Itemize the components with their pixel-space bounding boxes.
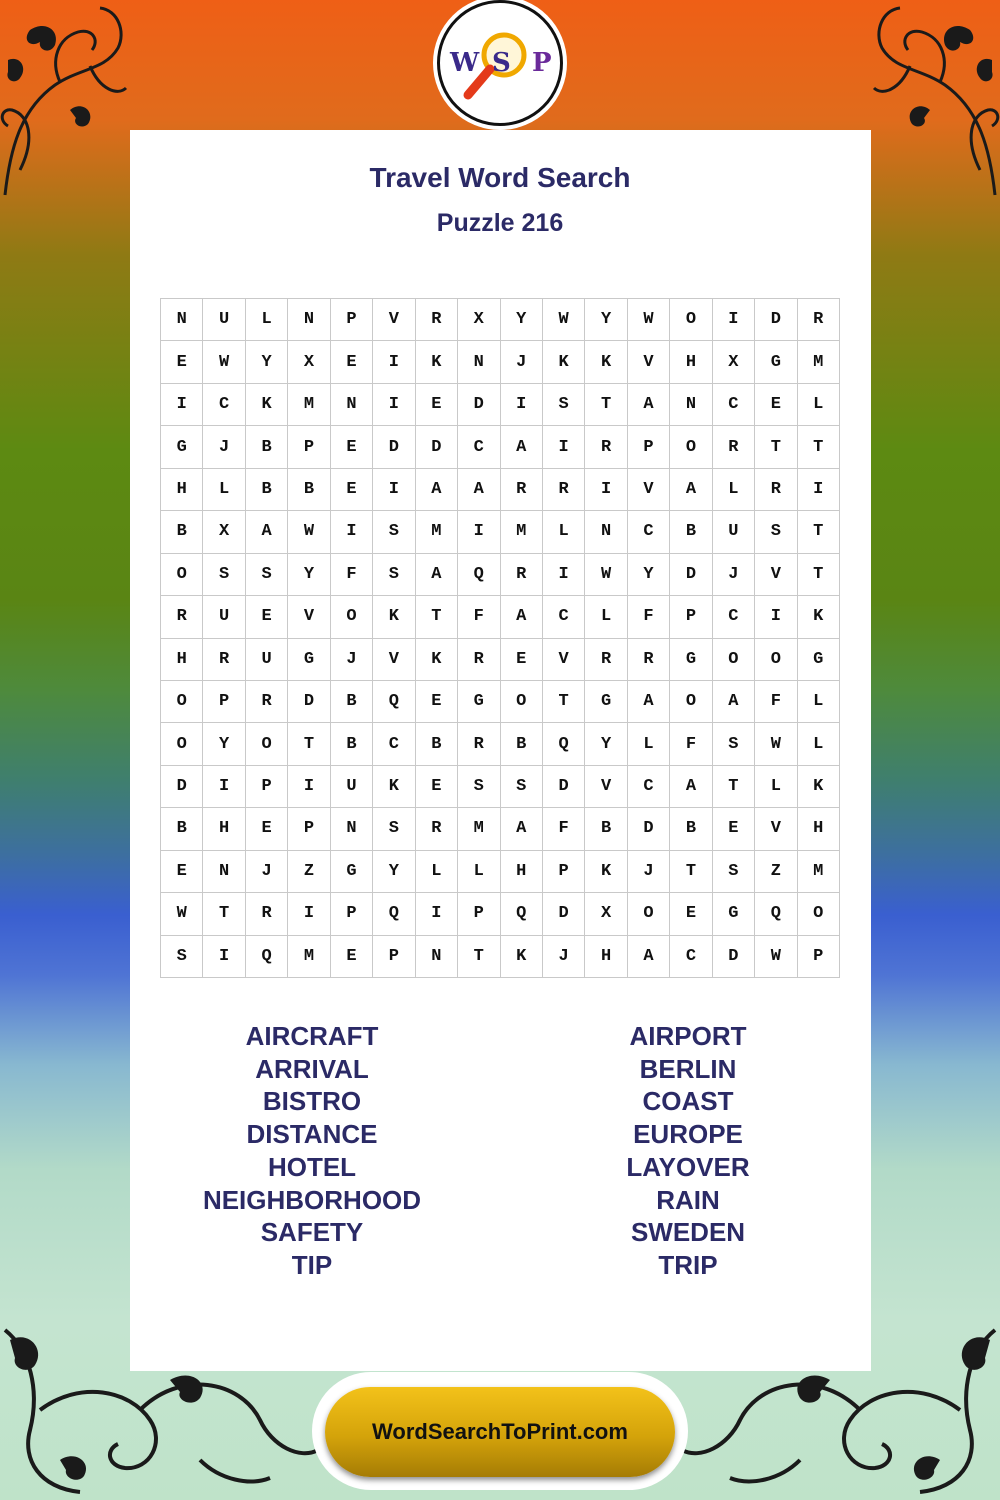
word-list-item: AIRPORT [629, 1021, 747, 1051]
grid-cell[interactable]: B [161, 808, 203, 850]
grid-cell[interactable]: Q [755, 893, 797, 935]
grid-cell[interactable]: C [628, 766, 670, 808]
grid-cell[interactable]: I [373, 469, 415, 511]
grid-cell[interactable]: C [713, 596, 755, 638]
grid-cell[interactable]: E [161, 851, 203, 893]
grid-cell[interactable]: L [458, 851, 500, 893]
word-list-right [538, 1020, 838, 1282]
grid-cell[interactable]: T [585, 384, 627, 426]
grid-cell[interactable]: K [373, 766, 415, 808]
grid-cell[interactable]: T [416, 596, 458, 638]
grid-cell[interactable]: D [543, 766, 585, 808]
grid-cell[interactable]: A [670, 766, 712, 808]
grid-cell[interactable]: S [203, 554, 245, 596]
grid-cell[interactable]: R [543, 469, 585, 511]
grid-cell[interactable]: Y [501, 299, 543, 341]
grid-cell[interactable]: T [798, 511, 840, 553]
grid-cell[interactable]: Z [288, 851, 330, 893]
grid-cell[interactable]: H [798, 808, 840, 850]
grid-cell[interactable]: I [161, 384, 203, 426]
grid-cell[interactable]: G [331, 851, 373, 893]
grid-cell[interactable]: C [628, 511, 670, 553]
grid-cell[interactable]: D [713, 936, 755, 978]
grid-cell[interactable]: O [501, 681, 543, 723]
grid-cell[interactable]: I [585, 469, 627, 511]
grid-cell[interactable]: F [670, 723, 712, 765]
grid-cell[interactable]: P [331, 299, 373, 341]
grid-cell[interactable]: I [373, 384, 415, 426]
word-list-item: BISTRO [262, 1086, 362, 1117]
grid-cell[interactable]: L [798, 723, 840, 765]
grid-cell[interactable]: E [670, 893, 712, 935]
logo-letter-p: P [532, 48, 552, 78]
grid-cell[interactable]: O [161, 554, 203, 596]
grid-cell[interactable]: L [755, 766, 797, 808]
grid-cell[interactable]: O [670, 426, 712, 468]
grid-cell[interactable]: D [543, 893, 585, 935]
grid-cell[interactable]: D [458, 384, 500, 426]
grid-cell[interactable]: J [501, 341, 543, 383]
grid-cell[interactable]: H [585, 936, 627, 978]
grid-cell[interactable]: F [628, 596, 670, 638]
grid-cell[interactable]: A [670, 469, 712, 511]
grid-cell[interactable]: O [161, 723, 203, 765]
grid-cell[interactable]: I [458, 511, 500, 553]
grid-cell[interactable]: T [670, 851, 712, 893]
grid-cell[interactable]: Q [543, 723, 585, 765]
grid-cell[interactable]: N [458, 341, 500, 383]
grid-cell[interactable]: B [246, 426, 288, 468]
grid-cell[interactable]: E [331, 936, 373, 978]
word-list-item: RAIN [656, 1184, 720, 1215]
grid-cell[interactable]: C [458, 426, 500, 468]
word-list-item: ARRIVAL [255, 1053, 369, 1084]
grid-cell[interactable]: Y [585, 723, 627, 765]
grid-cell[interactable]: R [585, 639, 627, 681]
grid-cell[interactable]: W [543, 299, 585, 341]
grid-cell[interactable]: Q [373, 681, 415, 723]
grid-cell[interactable]: G [755, 341, 797, 383]
grid-cell[interactable]: V [755, 554, 797, 596]
grid-cell[interactable]: A [628, 681, 670, 723]
grid-cell[interactable]: U [203, 299, 245, 341]
grid-cell[interactable]: V [628, 341, 670, 383]
grid-cell[interactable]: B [585, 808, 627, 850]
grid-cell[interactable]: E [331, 426, 373, 468]
grid-cell[interactable]: A [458, 469, 500, 511]
grid-cell[interactable]: R [755, 469, 797, 511]
grid-cell[interactable]: E [416, 681, 458, 723]
grid-cell[interactable]: D [288, 681, 330, 723]
grid-cell[interactable]: E [331, 469, 373, 511]
grid-cell[interactable]: T [713, 766, 755, 808]
word-list-item: AIRCRAFT [245, 1021, 379, 1051]
grid-cell[interactable]: V [373, 299, 415, 341]
grid-cell[interactable]: P [203, 681, 245, 723]
grid-cell[interactable]: M [416, 511, 458, 553]
grid-cell[interactable]: X [288, 341, 330, 383]
grid-cell[interactable]: M [798, 341, 840, 383]
grid-cell[interactable]: R [246, 893, 288, 935]
grid-cell[interactable]: D [628, 808, 670, 850]
grid-cell[interactable]: I [501, 384, 543, 426]
grid-cell[interactable]: V [755, 808, 797, 850]
grid-cell[interactable]: S [755, 511, 797, 553]
grid-cell[interactable]: W [203, 341, 245, 383]
grid-cell[interactable]: G [161, 426, 203, 468]
grid-cell[interactable]: K [798, 596, 840, 638]
grid-cell[interactable]: K [416, 341, 458, 383]
word-list-item: LAYOVER [626, 1151, 750, 1182]
grid-cell[interactable]: Z [755, 851, 797, 893]
grid-cell[interactable]: K [798, 766, 840, 808]
grid-cell[interactable]: P [288, 426, 330, 468]
puzzle-number: Puzzle 216 [436, 209, 564, 237]
grid-cell[interactable]: W [755, 936, 797, 978]
grid-cell[interactable]: N [288, 299, 330, 341]
grid-cell[interactable]: U [331, 766, 373, 808]
grid-cell[interactable]: O [670, 681, 712, 723]
grid-cell[interactable]: H [203, 808, 245, 850]
grid-cell[interactable]: V [373, 639, 415, 681]
grid-cell[interactable]: S [543, 384, 585, 426]
grid-cell[interactable]: Q [246, 936, 288, 978]
grid-cell[interactable]: G [585, 681, 627, 723]
grid-cell[interactable]: D [670, 554, 712, 596]
grid-cell[interactable]: Y [288, 554, 330, 596]
grid-cell[interactable]: V [288, 596, 330, 638]
grid-cell[interactable]: O [798, 893, 840, 935]
grid-cell[interactable]: A [501, 426, 543, 468]
grid-cell[interactable]: K [416, 639, 458, 681]
grid-cell[interactable]: I [798, 469, 840, 511]
grid-cell[interactable]: O [331, 596, 373, 638]
grid-cell[interactable]: Y [373, 851, 415, 893]
grid-cell[interactable]: A [628, 384, 670, 426]
grid-cell[interactable]: V [585, 766, 627, 808]
grid-cell[interactable]: P [331, 893, 373, 935]
grid-cell[interactable]: I [543, 554, 585, 596]
grid-cell[interactable]: L [543, 511, 585, 553]
grid-cell[interactable]: B [501, 723, 543, 765]
grid-cell[interactable]: A [416, 469, 458, 511]
grid-cell[interactable]: K [501, 936, 543, 978]
grid-cell[interactable]: S [373, 808, 415, 850]
grid-cell[interactable]: P [458, 893, 500, 935]
grid-cell[interactable]: T [798, 426, 840, 468]
grid-cell[interactable]: I [288, 893, 330, 935]
grid-cell[interactable]: R [203, 639, 245, 681]
grid-cell[interactable]: M [798, 851, 840, 893]
grid-cell[interactable]: O [670, 299, 712, 341]
grid-cell[interactable]: M [288, 384, 330, 426]
grid-cell[interactable]: K [373, 596, 415, 638]
grid-cell[interactable]: S [373, 511, 415, 553]
grid-cell[interactable]: D [373, 426, 415, 468]
grid-cell[interactable]: G [458, 681, 500, 723]
grid-cell[interactable]: A [501, 596, 543, 638]
grid-cell[interactable]: E [713, 808, 755, 850]
grid-cell[interactable]: W [585, 554, 627, 596]
grid-cell[interactable]: Q [373, 893, 415, 935]
grid-cell[interactable]: P [246, 766, 288, 808]
grid-cell[interactable]: Y [628, 554, 670, 596]
grid-cell[interactable]: B [670, 511, 712, 553]
grid-cell[interactable]: P [628, 426, 670, 468]
grid-cell[interactable]: B [331, 681, 373, 723]
grid-cell[interactable]: J [203, 426, 245, 468]
grid-cell[interactable]: T [288, 723, 330, 765]
grid-cell[interactable]: X [585, 893, 627, 935]
grid-cell[interactable]: O [246, 723, 288, 765]
grid-cell[interactable]: K [543, 341, 585, 383]
grid-cell[interactable]: O [755, 639, 797, 681]
grid-cell[interactable]: V [543, 639, 585, 681]
grid-cell[interactable]: L [585, 596, 627, 638]
grid-cell[interactable]: A [628, 936, 670, 978]
grid-cell[interactable]: O [161, 681, 203, 723]
grid-cell[interactable]: Y [585, 299, 627, 341]
grid-cell[interactable]: I [331, 511, 373, 553]
grid-cell[interactable]: I [755, 596, 797, 638]
grid-cell[interactable]: J [331, 639, 373, 681]
grid-cell[interactable]: V [628, 469, 670, 511]
grid-cell[interactable]: I [203, 766, 245, 808]
grid-cell[interactable]: C [670, 936, 712, 978]
grid-cell[interactable]: E [416, 384, 458, 426]
grid-cell[interactable]: A [246, 511, 288, 553]
grid-cell[interactable]: A [713, 681, 755, 723]
letter-grid [160, 298, 840, 978]
grid-cell[interactable]: S [713, 851, 755, 893]
grid-cell[interactable]: B [331, 723, 373, 765]
grid-cell[interactable]: G [798, 639, 840, 681]
grid-cell[interactable]: T [203, 893, 245, 935]
word-list-item: COAST [642, 1086, 734, 1117]
grid-cell[interactable]: J [628, 851, 670, 893]
grid-cell[interactable]: H [501, 851, 543, 893]
grid-cell[interactable]: H [161, 469, 203, 511]
grid-cell[interactable]: J [713, 554, 755, 596]
grid-cell[interactable]: R [585, 426, 627, 468]
grid-cell[interactable]: O [628, 893, 670, 935]
grid-cell[interactable]: R [798, 299, 840, 341]
grid-cell[interactable]: L [246, 299, 288, 341]
grid-cell[interactable]: P [288, 808, 330, 850]
grid-cell[interactable]: A [501, 808, 543, 850]
grid-cell[interactable]: R [416, 299, 458, 341]
grid-cell[interactable]: D [755, 299, 797, 341]
grid-cell[interactable]: Q [501, 893, 543, 935]
grid-cell[interactable]: E [246, 808, 288, 850]
grid-cell[interactable]: R [713, 426, 755, 468]
logo-letter-w: W [450, 48, 480, 78]
grid-cell[interactable]: P [543, 851, 585, 893]
grid-cell[interactable]: B [670, 808, 712, 850]
grid-cell[interactable]: S [501, 766, 543, 808]
grid-cell[interactable]: Y [246, 341, 288, 383]
grid-cell[interactable]: E [755, 384, 797, 426]
grid-cell[interactable]: B [416, 723, 458, 765]
grid-cell[interactable]: R [458, 723, 500, 765]
grid-cell[interactable]: W [628, 299, 670, 341]
grid-cell[interactable]: I [203, 936, 245, 978]
grid-cell[interactable]: K [585, 341, 627, 383]
footer-badge[interactable] [325, 1387, 675, 1477]
grid-cell[interactable]: C [373, 723, 415, 765]
word-list-item: NEIGHBORHOOD [202, 1184, 422, 1215]
grid-cell[interactable]: F [458, 596, 500, 638]
grid-cell[interactable]: G [713, 893, 755, 935]
grid-cell[interactable]: M [458, 808, 500, 850]
word-list-item: HOTEL [267, 1151, 357, 1182]
grid-cell[interactable]: B [161, 511, 203, 553]
grid-cell[interactable]: L [798, 681, 840, 723]
grid-cell[interactable]: O [713, 639, 755, 681]
grid-cell[interactable]: R [628, 639, 670, 681]
grid-cell[interactable]: L [628, 723, 670, 765]
grid-cell[interactable]: N [331, 808, 373, 850]
grid-cell[interactable]: S [246, 554, 288, 596]
grid-cell[interactable]: C [203, 384, 245, 426]
word-list-left [162, 1020, 462, 1282]
grid-cell[interactable]: I [416, 893, 458, 935]
grid-cell[interactable]: S [373, 554, 415, 596]
site-link[interactable]: WordSearchToPrint.com [372, 1419, 628, 1444]
grid-cell[interactable]: S [713, 723, 755, 765]
grid-cell[interactable]: C [713, 384, 755, 426]
grid-cell[interactable]: P [373, 936, 415, 978]
grid-cell[interactable]: E [161, 341, 203, 383]
page-title: Travel Word Search [369, 162, 631, 193]
grid-cell[interactable]: X [203, 511, 245, 553]
word-list-item: BERLIN [639, 1053, 737, 1084]
grid-cell[interactable]: W [161, 893, 203, 935]
word-list-item: DISTANCE [246, 1119, 378, 1150]
grid-cell[interactable]: R [458, 639, 500, 681]
grid-cell[interactable]: U [203, 596, 245, 638]
grid-cell[interactable]: H [161, 639, 203, 681]
grid-cell[interactable]: R [501, 554, 543, 596]
grid-cell[interactable]: M [501, 511, 543, 553]
word-list-item: EUROPE [633, 1119, 743, 1150]
grid-cell[interactable]: A [416, 554, 458, 596]
grid-cell[interactable]: W [755, 723, 797, 765]
grid-cell[interactable]: J [543, 936, 585, 978]
grid-cell[interactable]: N [416, 936, 458, 978]
grid-cell[interactable]: C [543, 596, 585, 638]
logo-letter-s: S [492, 48, 511, 78]
grid-cell[interactable]: G [288, 639, 330, 681]
grid-cell[interactable]: B [288, 469, 330, 511]
grid-cell[interactable]: T [798, 554, 840, 596]
grid-cell[interactable]: D [161, 766, 203, 808]
grid-cell[interactable]: N [585, 511, 627, 553]
word-list-item: SAFETY [260, 1217, 364, 1248]
grid-cell[interactable]: R [416, 808, 458, 850]
word-list-item: TRIP [658, 1249, 718, 1280]
grid-cell[interactable]: U [246, 639, 288, 681]
grid-cell[interactable]: F [543, 808, 585, 850]
grid-cell[interactable]: S [458, 766, 500, 808]
grid-cell[interactable]: K [585, 851, 627, 893]
grid-cell[interactable]: H [670, 341, 712, 383]
grid-cell[interactable]: P [798, 936, 840, 978]
grid-cell[interactable]: Q [458, 554, 500, 596]
word-list-item: SWEDEN [630, 1217, 746, 1248]
grid-cell[interactable]: L [713, 469, 755, 511]
grid-cell[interactable]: N [670, 384, 712, 426]
grid-cell[interactable]: E [246, 596, 288, 638]
grid-cell[interactable]: K [246, 384, 288, 426]
grid-cell[interactable]: N [161, 299, 203, 341]
grid-cell[interactable]: Y [203, 723, 245, 765]
grid-cell[interactable]: I [543, 426, 585, 468]
grid-cell[interactable]: S [161, 936, 203, 978]
grid-cell[interactable]: L [798, 384, 840, 426]
grid-cell[interactable]: P [670, 596, 712, 638]
wsp-logo [437, 0, 563, 126]
grid-cell[interactable]: N [203, 851, 245, 893]
grid-cell[interactable]: B [246, 469, 288, 511]
grid-cell[interactable]: F [331, 554, 373, 596]
grid-cell[interactable]: U [713, 511, 755, 553]
grid-cell[interactable]: R [161, 596, 203, 638]
grid-cell[interactable]: E [416, 766, 458, 808]
grid-cell[interactable]: T [458, 936, 500, 978]
grid-cell[interactable]: L [416, 851, 458, 893]
grid-cell[interactable]: L [203, 469, 245, 511]
grid-cell[interactable]: I [713, 299, 755, 341]
grid-cell[interactable]: I [288, 766, 330, 808]
grid-cell[interactable]: W [288, 511, 330, 553]
grid-cell[interactable]: G [670, 639, 712, 681]
grid-cell[interactable]: R [246, 681, 288, 723]
word-list-item: TIP [291, 1249, 333, 1280]
grid-cell[interactable]: N [331, 384, 373, 426]
grid-cell[interactable]: T [543, 681, 585, 723]
grid-cell[interactable]: J [246, 851, 288, 893]
grid-cell[interactable]: E [501, 639, 543, 681]
grid-cell[interactable]: R [501, 469, 543, 511]
grid-cell[interactable]: X [458, 299, 500, 341]
grid-cell[interactable]: X [713, 341, 755, 383]
grid-cell[interactable]: T [755, 426, 797, 468]
grid-cell[interactable]: F [755, 681, 797, 723]
grid-cell[interactable]: M [288, 936, 330, 978]
grid-cell[interactable]: E [331, 341, 373, 383]
grid-cell[interactable]: D [416, 426, 458, 468]
grid-cell[interactable]: I [373, 341, 415, 383]
